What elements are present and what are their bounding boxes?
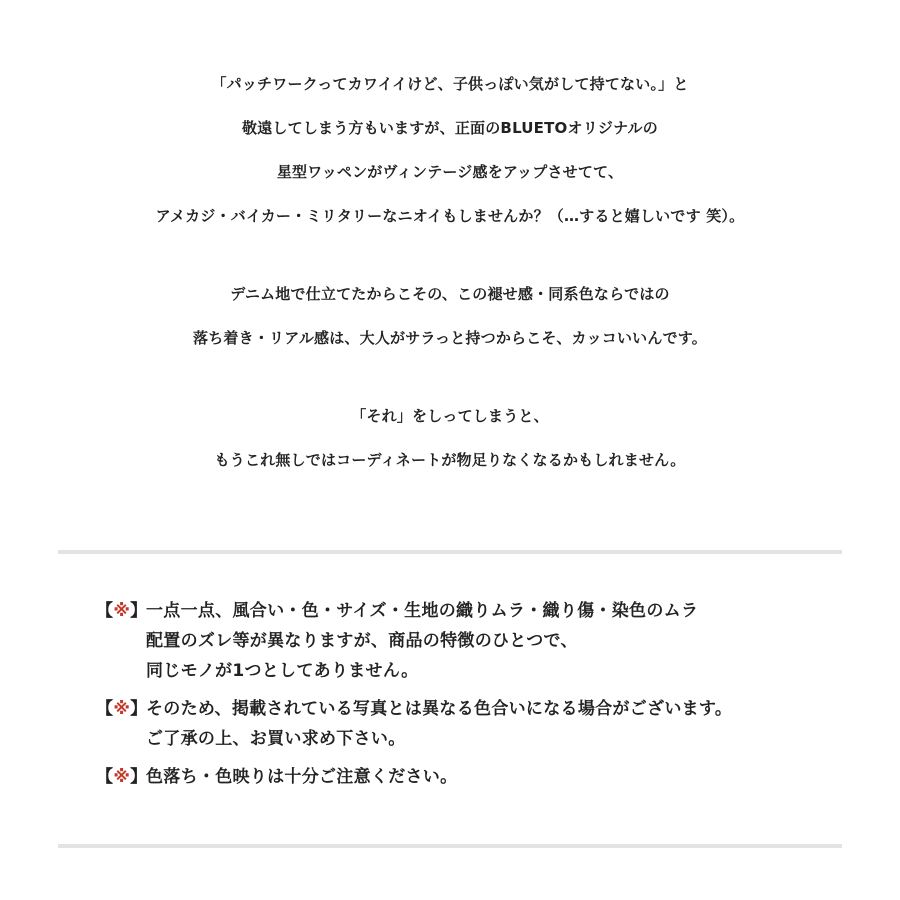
reference-mark-icon: ※ bbox=[113, 601, 131, 621]
intro-line: 落ち着き・リアル感は、大人がサラっと持つからこそ、カッコいいんです。 bbox=[193, 329, 707, 347]
note-item bbox=[96, 764, 856, 790]
note-line: そのため、掲載されている写真とは異なる色合いになる場合がございます。 bbox=[146, 699, 733, 719]
note-item bbox=[96, 598, 856, 684]
intro-paragraph bbox=[0, 285, 900, 348]
reference-mark-icon: ※ bbox=[113, 699, 131, 719]
bracket-open: 【 bbox=[96, 601, 114, 621]
bracket-open: 【 bbox=[96, 699, 114, 719]
note-line: ご了承の上、お買い求め下さい。 bbox=[146, 729, 406, 749]
notes-list bbox=[96, 598, 856, 802]
note-marker bbox=[96, 764, 147, 790]
divider bbox=[58, 550, 842, 554]
bracket-close: 】 bbox=[130, 767, 148, 787]
intro-text bbox=[0, 75, 900, 529]
bracket-close: 】 bbox=[130, 699, 148, 719]
intro-line: 敬遠してしまう方もいますが、正面のBLUETOオリジナルの bbox=[242, 119, 658, 137]
bracket-close: 】 bbox=[130, 601, 148, 621]
intro-paragraph bbox=[0, 75, 900, 226]
intro-line: もうこれ無しではコーディネートが物足りなくなるかもしれません。 bbox=[214, 451, 686, 469]
note-item bbox=[96, 696, 856, 752]
reference-mark-icon: ※ bbox=[113, 767, 131, 787]
intro-line: 星型ワッペンがヴィンテージ感をアップさせてて、 bbox=[276, 163, 624, 181]
note-line: 色落ち・色映りは十分ご注意ください。 bbox=[146, 767, 458, 787]
divider bbox=[58, 844, 842, 848]
intro-line: 「パッチワークってカワイイけど、子供っぽい気がして持てない。」と bbox=[211, 75, 689, 93]
intro-paragraph bbox=[0, 407, 900, 470]
intro-line: アメカジ・バイカー・ミリタリーなニオイもしませんか？（…すると嬉しいです 笑）。 bbox=[155, 207, 745, 225]
note-marker bbox=[96, 696, 147, 722]
note-marker bbox=[96, 598, 147, 624]
intro-line: デニム地で仕立てたからこその、この褪せ感・同系色ならではの bbox=[230, 285, 670, 303]
note-line: 同じモノが1つとしてありません。 bbox=[146, 661, 419, 681]
note-line: 一点一点、風合い・色・サイズ・生地の織りムラ・織り傷・染色のムラ bbox=[146, 601, 699, 621]
note-line: 配置のズレ等が異なりますが、商品の特徴のひとつで、 bbox=[146, 631, 578, 651]
intro-line: 「それ」をしってしまうと、 bbox=[351, 407, 549, 425]
bracket-open: 【 bbox=[96, 767, 114, 787]
